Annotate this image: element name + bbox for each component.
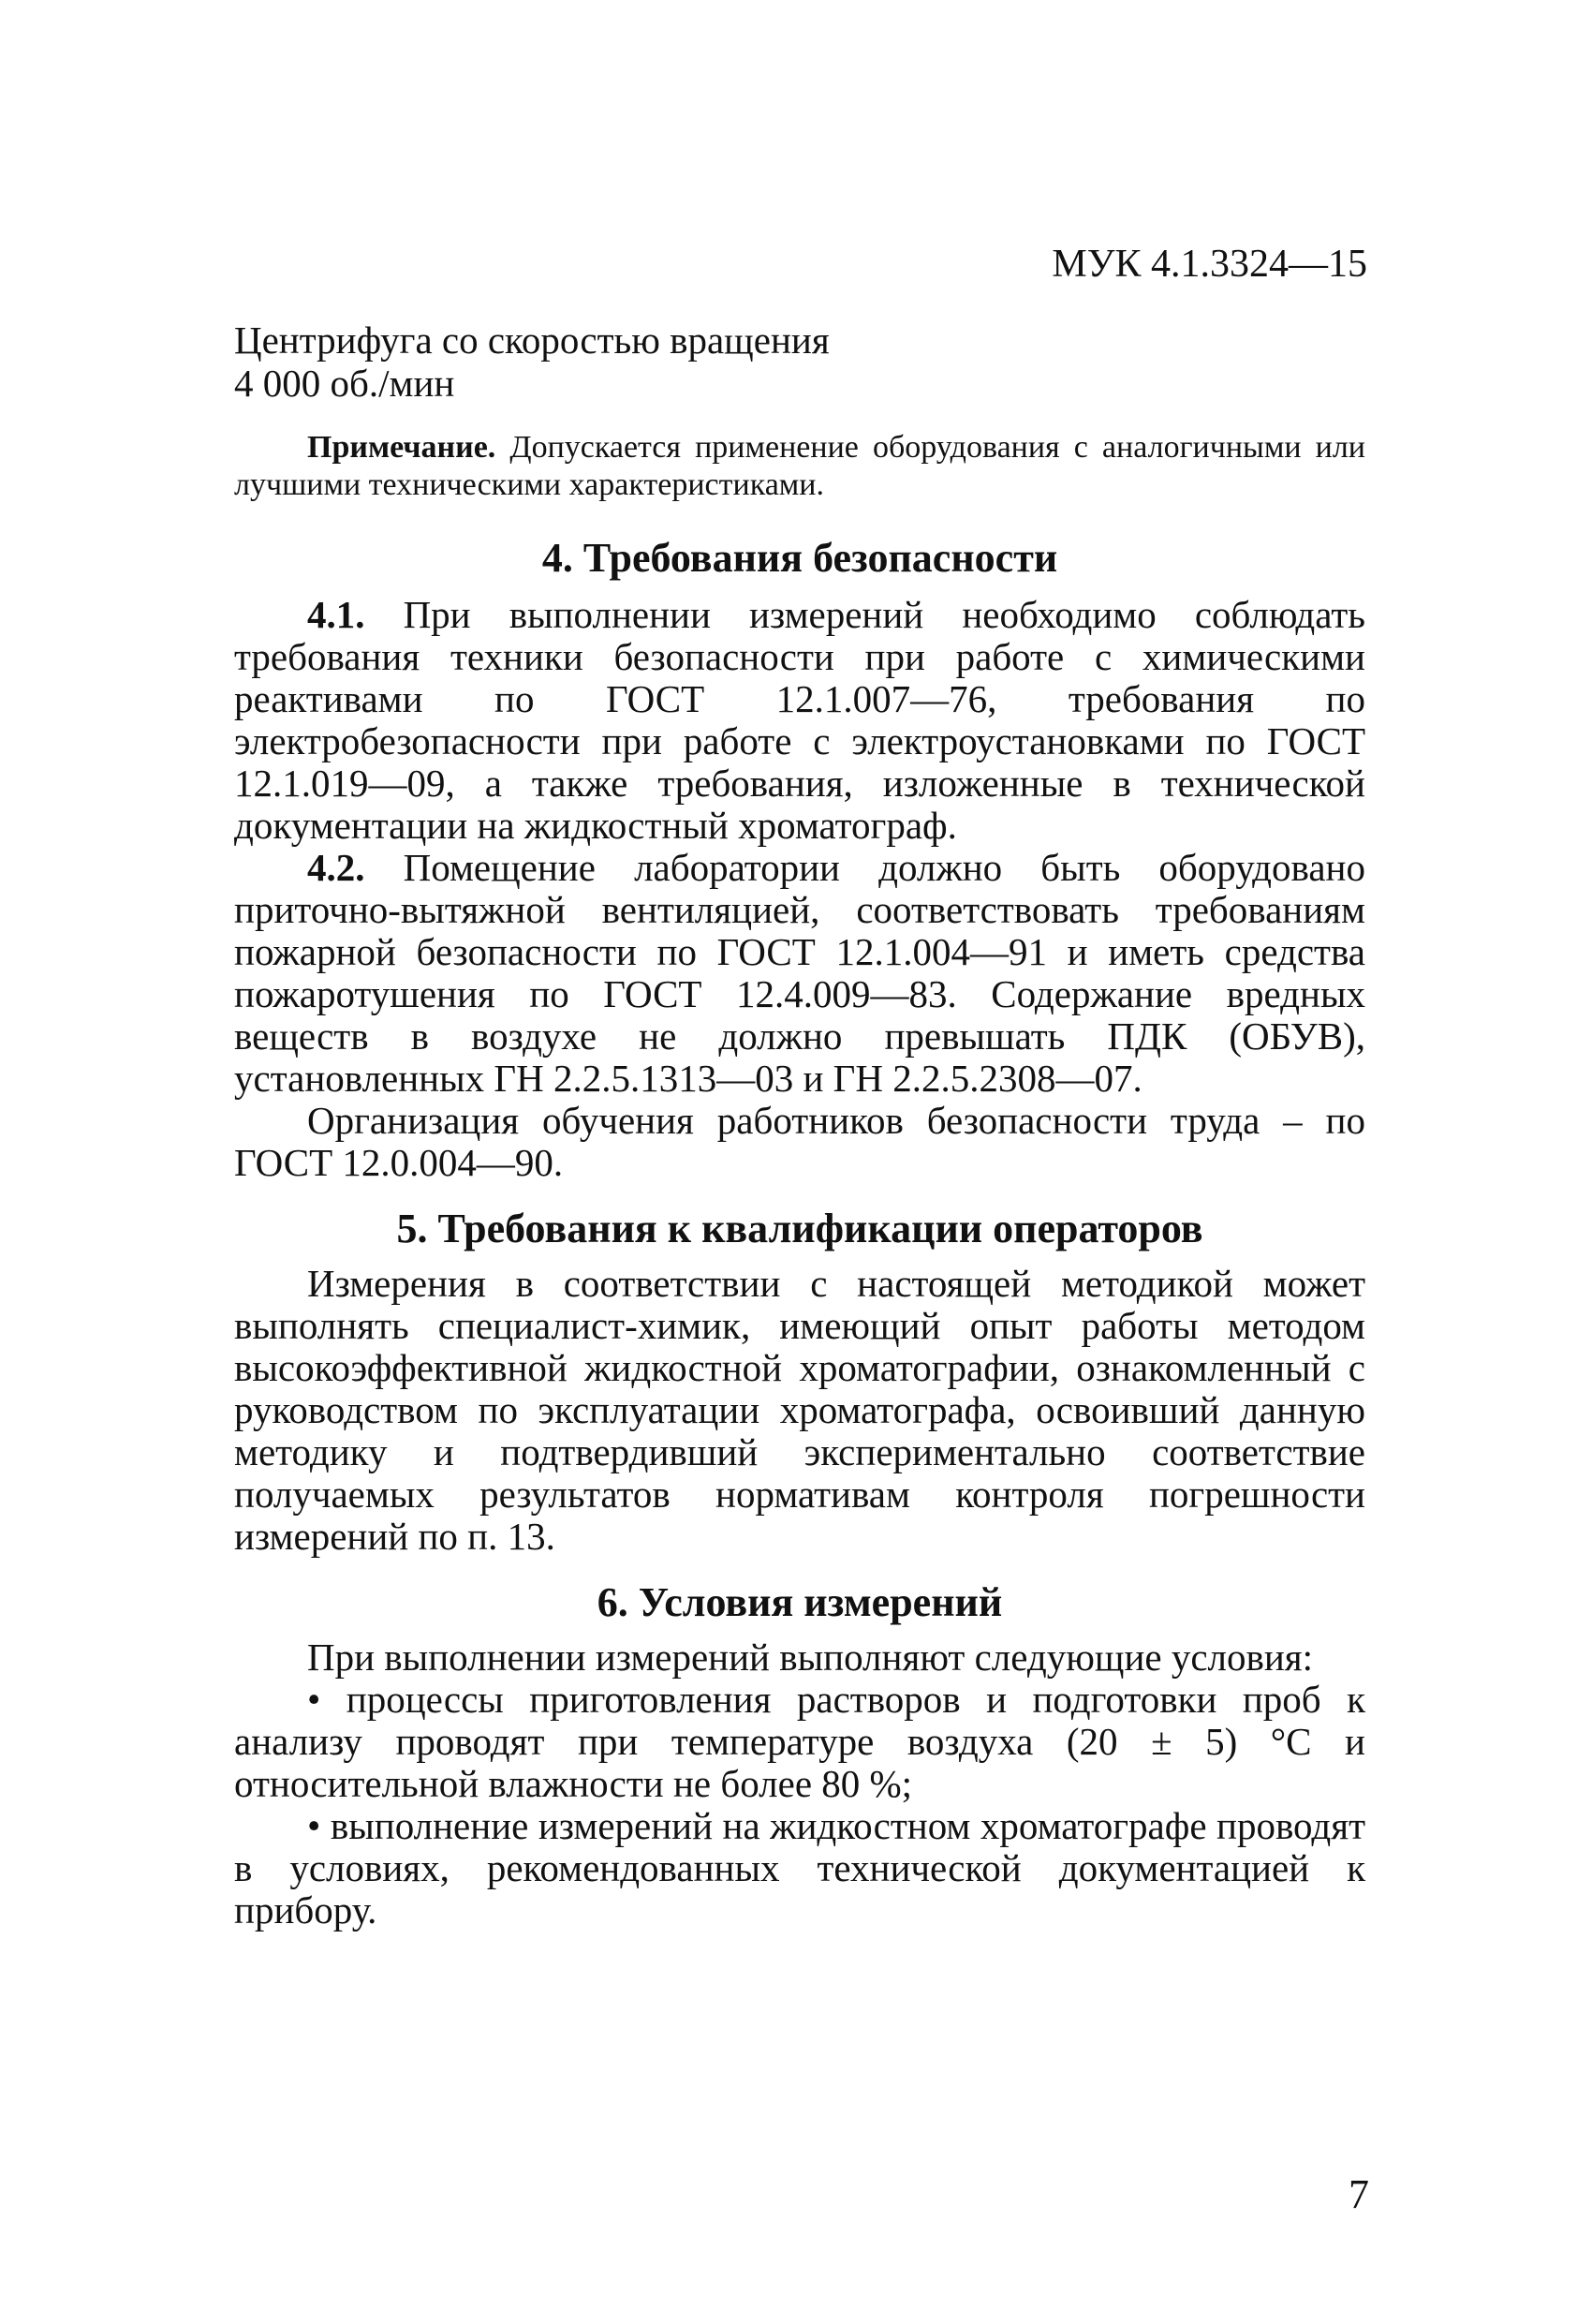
equipment-note [234, 429, 1365, 504]
page-number: 7 [1349, 2171, 1369, 2217]
paragraph-4-1-text: При выполнении измерений необходимо соблюдать требования техники безопасности при работе с химическими реактивами по ГОСТ 12.1.007—76, требования по электробезопасности при работе с электроустановками по ГОСТ 12.1.019—09, а также требования, изложенные в технической документации на жидкостный хроматограф. [234, 593, 1365, 847]
paragraph-4-3: Организация обучения работников безопасности труда – по ГОСТ 12.0.004—90. [234, 1099, 1365, 1184]
paragraph-4-2-text: Помещение лаборатории должно быть оборудовано приточно-вытяжной вентиляцией, соответствовать требованиям пожарной безопасности по ГОСТ 12.1.004—91 и иметь средства пожаротушения по ГОСТ 12.4.009—83. Содержание вредных веществ в воздухе не должно превышать ПДК (ОБУВ), установленных ГН 2.2.5.1313—03 и ГН 2.2.5.2308—07. [234, 846, 1365, 1100]
equipment-spec: 4 000 об./мин [234, 362, 455, 405]
paragraph-6-intro: При выполнении измерений выполняют следующие условия: [307, 1636, 1314, 1679]
paragraph-5-1: Измерения в соответствии с настоящей методикой может выполнять специалист-химик, имеющий опыт работы методом высокоэффективной жидкостной хроматографии, ознакомленный с руководством по эксплуатации хроматографа, освоивший данную методику и подтвердивший экспериментально соответствие получаемых результатов нормативам контроля погрешности измерений по п. 13. [234, 1262, 1365, 1558]
paragraph-4-1 [234, 594, 1365, 847]
equipment-item [234, 318, 1365, 405]
equipment-name: Центрифуга со скоростью вращения [234, 318, 830, 362]
section-5-heading: 5. Требования к квалификации операторов [396, 1206, 1203, 1251]
note-label: Примечание. [307, 430, 496, 465]
section-4-heading: 4. Требования безопасности [541, 535, 1058, 581]
paragraph-4-2 [234, 847, 1365, 1100]
page-content [234, 318, 1365, 1932]
document-code: МУК 4.1.3324—15 [1052, 243, 1367, 286]
bullet-item-1: • процессы приготовления растворов и подготовки проб к анализу проводят при температуре воздуха (20 ± 5) °С и относительной влажности не более 80 %; [234, 1679, 1365, 1805]
paragraph-4-2-number: 4.2. [307, 846, 365, 889]
section-6-heading: 6. Условия измерений [597, 1579, 1003, 1625]
paragraph-4-1-number: 4.1. [307, 593, 365, 636]
bullet-item-2: • выполнение измерений на жидкостном хроматографе проводят в условиях, рекомендованных технической документацией к прибору. [234, 1805, 1365, 1932]
note-text: Допускается применение оборудования с аналогичными или лучшими техническими характеристиками. [234, 430, 1365, 502]
